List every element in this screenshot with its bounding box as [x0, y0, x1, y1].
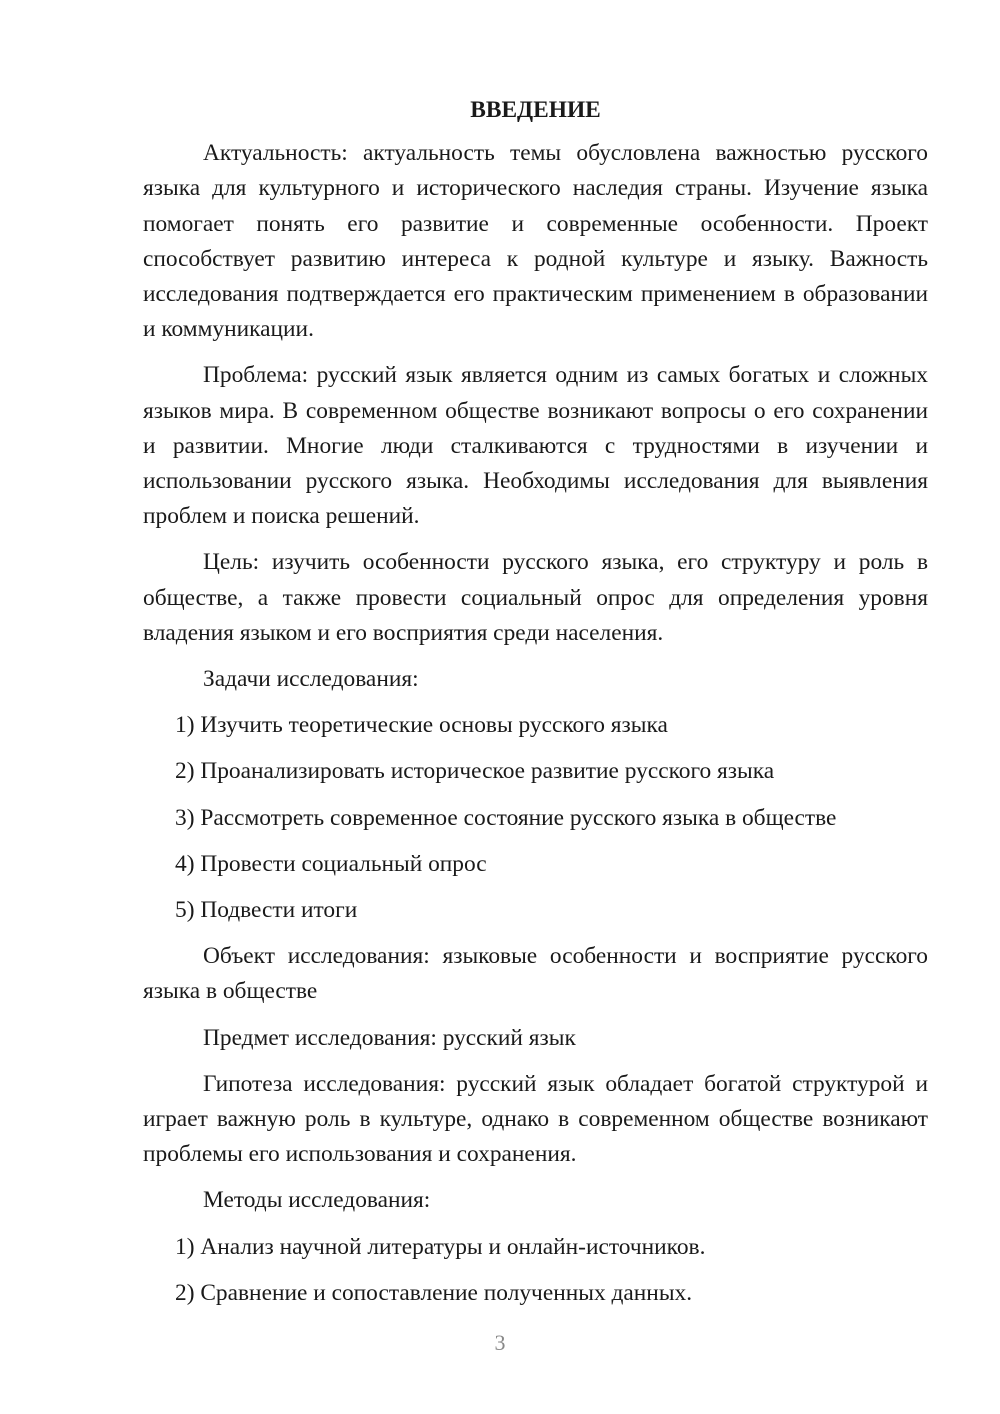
relevance-paragraph: Актуальность: актуальность темы обусловлена важностью русского языка для культурного и исторического наследия страны. Изучение языка помогает понять его развитие и современные особенности. Проект способствует развитию интереса к родной культуре и языку. Важность исследования подтверждается его практическим применением в образовании и коммуникации. — [143, 140, 928, 343]
method-item: 1) Анализ научной литературы и онлайн-источников. — [175, 1233, 706, 1260]
object-paragraph: Объект исследования: языковые особенности и восприятие русского языка в обществе — [143, 943, 928, 1005]
subject-paragraph: Предмет исследования: русский язык — [203, 1024, 576, 1051]
method-item: 2) Сравнение и сопоставление полученных данных. — [175, 1279, 693, 1306]
page-title: ВВЕДЕНИЕ — [470, 97, 601, 123]
tasks-heading: Задачи исследования: — [203, 666, 419, 693]
task-item: 1) Изучить теоретические основы русского языка — [175, 712, 668, 739]
goal-paragraph: Цель: изучить особенности русского языка, его структуру и роль в обществе, а также провести социальный опрос для определения уровня владения языком и его восприятия среди населения. — [143, 549, 928, 646]
hypothesis-paragraph: Гипотеза исследования: русский язык обладает богатой структурой и играет важную роль в культуре, однако в современном обществе возникают проблемы его использования и сохранения. — [143, 1070, 928, 1168]
page-number: 3 — [494, 1330, 506, 1355]
task-item: 3) Рассмотреть современное состояние русского языка в обществе — [175, 804, 837, 831]
task-item: 5) Подвести итоги — [175, 897, 358, 924]
task-item: 2) Проанализировать историческое развитие русского языка — [175, 758, 775, 785]
problem-paragraph: Проблема: русский язык является одним из самых богатых и сложных языков мира. В современном обществе возникают вопросы о его сохранении и развитии. Многие люди сталкиваются с трудностями в изучении и использовании русского языка. Необходимы исследования для выявления проблем и поиска решений. — [143, 362, 928, 530]
methods-heading: Методы исследования: — [203, 1187, 431, 1214]
task-item: 4) Провести социальный опрос — [175, 850, 487, 877]
page-content — [143, 93, 928, 1322]
